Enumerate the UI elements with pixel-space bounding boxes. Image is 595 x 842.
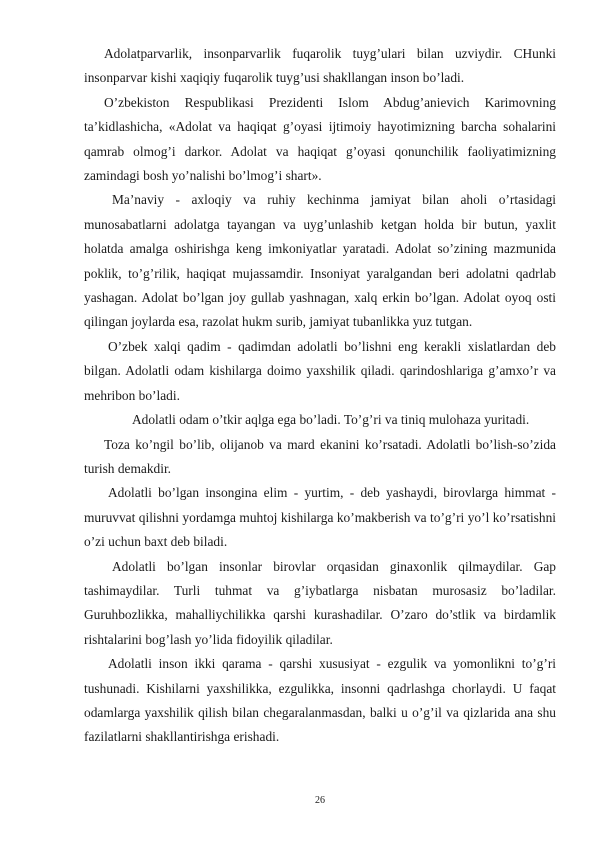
paragraph-3: Ma’naviy - axloqiy va ruhiy kechinma jamiyat bilan aholi o’rtasidagi munosabatlarni adolatga tayangan va uyg’unlashib ketgan holda bir butun, yaxlit holatda amalga oshirishga keng imkoniyatlar yaratadi. Adolat so’zining mazmunida poklik, to’g’rilik, haqiqat mujassamdir. Insoniyat yaralgandan beri adolatni qadrlab yashagan. Adolat bo’lgan joy gullab yashnagan, xalq erkin bo’lgan. Adolat oyoq osti qilingan joylarda esa, razolat hukm surib, jamiyat tubanlikka yuz tutgan. bbox=[84, 192, 556, 330]
paragraph-9: Adolatli inson ikki qarama - qarshi xususiyat - ezgulik va yomonlikni to’g’ri tushunadi. Kishilarni yaxshilikka, ezgulikka, insonni qadrlashga chorlaydi. U faqat odamlarga yaxshilik qilish bilan chegaralanmasdan, balki u o’g’il va qizlarida ana shu fazilatlarni shakllantirishga erishadi. bbox=[84, 656, 556, 745]
document-page bbox=[84, 42, 556, 750]
paragraph-4: O’zbek xalqi qadim - qadimdan adolatli bo’lishni eng kerakli xislatlardan deb bilgan. Adolatli odam kishilarga doimo yaxshilik qiladi. qarindoshlariga g’amxo’r va mehribon bo’ladi. bbox=[84, 338, 556, 403]
paragraph-5: Adolatli odam o’tkir aqlga ega bo’ladi. To’g’ri va tiniq mulohaza yuritadi. bbox=[132, 412, 530, 428]
page-number: 26 bbox=[315, 795, 325, 806]
paragraph-8: Adolatli bo’lgan insonlar birovlar orqasidan ginaxonlik qilmaydilar. Gap tashimaydilar. Turli tuhmat va g’iybatlarga nisbatan murosasiz bo’ladilar. Guruhbozlikka, mahalliychilikka qarshi kurashadilar. O’zaro do’stlik va birdamlik rishtalarini bog’lash yo’lida fidoyilik qiladilar. bbox=[84, 558, 556, 647]
paragraph-7: Adolatli bo’lgan insongina elim - yurtim, - deb yashaydi, birovlarga himmat - muruvvat qilishni yordamga muhtoj kishilarga ko’makberish va to’g’ri yo’l ko’rsatishni o’zi uchun baxt deb biladi. bbox=[84, 485, 556, 550]
paragraph-6: Toza ko’ngil bo’lib, olijanob va mard ekanini ko’rsatadi. Adolatli bo’lish-so’zida turish demakdir. bbox=[84, 436, 556, 476]
paragraph-2: O’zbekiston Respublikasi Prezidenti Islom Abdug’anievich Karimovning ta’kidlashicha, «Adolat va haqiqat g’oyasi ijtimoiy hayotimizning barcha sohalarini qamrab olmog’i darkor. Adolat va haqiqat g’oyasi qonunchilik faoliyatimizning zamindagi bosh yo’nalishi bo’lmog’i shart». bbox=[84, 94, 556, 184]
paragraph-1: Adolatparvarlik, insonparvarlik fuqarolik tuyg’ulari bilan uzviydir. CHunki insonparvar kishi xaqiqiy fuqarolik tuyg’usi shakllangan inson bo’ladi. bbox=[84, 46, 556, 86]
